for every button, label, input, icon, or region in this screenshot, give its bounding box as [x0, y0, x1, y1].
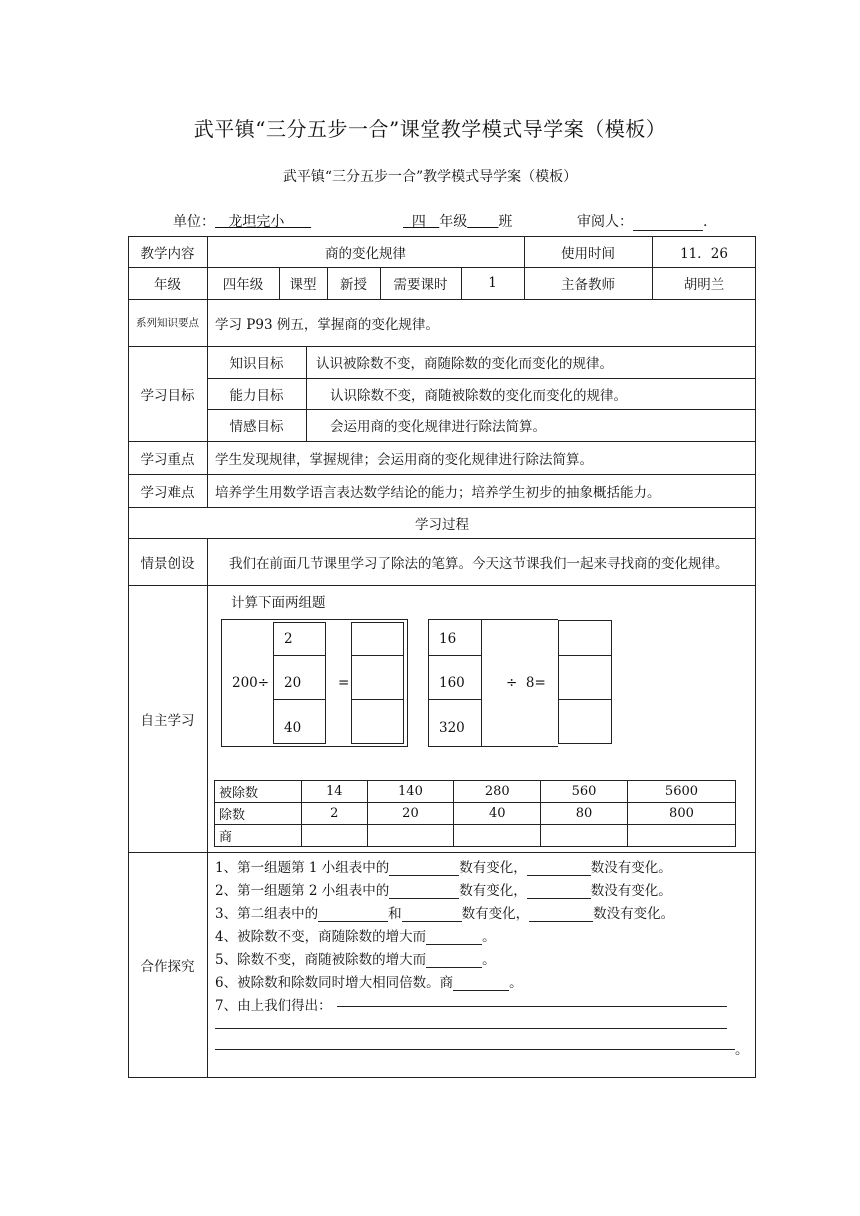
unit-field	[173, 211, 311, 231]
table-cell: 2	[302, 803, 368, 825]
answer-blank[interactable]	[318, 907, 388, 922]
unit-value: 龙坦完小	[228, 214, 285, 230]
scenario-value: 我们在前面几节课里学习了除法的笔算。今天这节课我们一起来寻找商的变化规律。	[229, 555, 729, 572]
class-blank	[467, 214, 498, 230]
group2-dividend: 320	[439, 720, 465, 736]
table-row	[215, 781, 736, 803]
table-cell: 40	[454, 803, 541, 825]
goal-knowledge-text: 认识被除数不变，商随除数的变化而变化的规律。	[316, 356, 613, 372]
focus-value: 学生发现规律，掌握规律；会运用商的变化规律进行除法简算。	[215, 451, 593, 468]
group1-answer-box[interactable]	[351, 622, 404, 656]
table-cell: 14	[302, 781, 368, 803]
table-row	[215, 825, 736, 847]
division-data-table	[214, 780, 736, 847]
group2-dividend: 160	[439, 675, 465, 691]
group1-divisor-box	[273, 622, 326, 656]
unit-label: 单位：	[173, 214, 215, 230]
table-cell: 5600	[627, 781, 735, 803]
reviewer-field	[577, 211, 707, 231]
focus-label: 学习重点	[140, 451, 195, 468]
type-label: 课型	[289, 277, 317, 293]
reviewer-label: 审阅人：	[577, 214, 633, 230]
coop-question-6: 6、被除数和除数同时增大相同倍数。商 。	[215, 975, 523, 991]
answer-blank[interactable]	[402, 907, 462, 922]
answer-blank[interactable]	[453, 976, 509, 991]
conclusion-end: 。	[735, 1042, 749, 1058]
group1-divisor: 40	[284, 720, 302, 736]
group2-answer-box[interactable]	[558, 699, 612, 744]
time-value: 11．26	[680, 245, 728, 262]
group2-operator: ÷ 8=	[506, 675, 546, 691]
self-study-label: 自主学习	[140, 712, 195, 729]
coop-question-3: 3、第二组表中的 和 数有变化， 数没有变化。	[215, 906, 675, 922]
answer-blank[interactable]	[527, 861, 591, 876]
coop-question-5: 5、除数不变，商随被除数的增大而 。	[215, 952, 496, 968]
answer-blank[interactable]	[389, 884, 459, 899]
group1-dividend: 200÷	[232, 675, 270, 691]
quotient-cell[interactable]	[454, 825, 541, 847]
table-cell: 80	[541, 803, 628, 825]
group1-divisor: 20	[284, 675, 302, 691]
goal-ability-label: 能力目标	[229, 387, 284, 404]
knowledge-value: 学习 P93 例五，掌握商的变化规律。	[215, 316, 439, 333]
answer-blank[interactable]	[529, 907, 593, 922]
answer-blank[interactable]	[527, 884, 591, 899]
teacher-value: 胡明兰	[683, 277, 725, 293]
conclusion-line[interactable]	[215, 1049, 735, 1050]
coop-question-1: 1、第一组题第 1 小组表中的 数有变化， 数没有变化。	[215, 860, 672, 876]
coop-question-2: 2、第一组题第 2 小组表中的 数有变化， 数没有变化。	[215, 883, 672, 899]
row-label: 被除数	[215, 781, 302, 803]
quotient-cell[interactable]	[627, 825, 735, 847]
group2-dividend: 16	[439, 631, 457, 647]
row-label: 商	[215, 825, 302, 847]
grade-label: 年级	[439, 214, 468, 230]
goal-ability-text: 认识除数不变，商随被除数的变化而变化的规律。	[330, 387, 627, 404]
class-label: 班	[498, 214, 513, 230]
page-subtitle: 武平镇“三分五步一合”教学模式导学案（模板）	[282, 169, 578, 185]
difficulty-value: 培养学生用数学语言表达数学结论的能力；培养学生初步的抽象概括能力。	[215, 484, 661, 501]
table-row	[215, 803, 736, 825]
reviewer-blank	[633, 216, 703, 231]
teacher-label: 主备教师	[561, 277, 615, 293]
group1-answer-box[interactable]	[351, 699, 404, 744]
grade-row-value: 四年级	[222, 277, 264, 293]
quotient-cell[interactable]	[302, 825, 368, 847]
conclusion-line[interactable]	[215, 1028, 727, 1029]
answer-blank[interactable]	[389, 861, 459, 876]
goal-knowledge-label: 知识目标	[229, 356, 284, 372]
conclusion-line[interactable]	[337, 1006, 727, 1007]
group1-equals: =	[338, 675, 350, 691]
grade-row-label: 年级	[154, 277, 181, 293]
process-header: 学习过程	[415, 516, 469, 533]
table-cell: 280	[454, 781, 541, 803]
difficulty-label: 学习难点	[140, 484, 195, 501]
hours-label: 需要课时	[393, 277, 448, 293]
grade-value: 四	[411, 214, 426, 230]
content-value: 商的变化规律	[325, 245, 406, 262]
goal-emotion-text: 会运用商的变化规律进行除法简算。	[330, 419, 546, 435]
scenario-label: 情景创设	[140, 555, 195, 572]
answer-blank[interactable]	[426, 953, 482, 968]
group1-answer-box[interactable]	[351, 655, 404, 700]
group2-answer-box[interactable]	[558, 620, 612, 656]
self-study-intro: 计算下面两组题	[231, 595, 326, 611]
content-label: 教学内容	[140, 245, 195, 262]
answer-blank[interactable]	[426, 930, 482, 945]
coop-question-4: 4、被除数不变，商随除数的增大而 。	[215, 929, 496, 945]
hours-value: 1	[488, 275, 497, 291]
table-cell: 140	[367, 781, 454, 803]
table-cell: 560	[541, 781, 628, 803]
table-cell: 800	[627, 803, 735, 825]
group2-answer-box[interactable]	[558, 655, 612, 700]
goals-label: 学习目标	[140, 387, 195, 404]
goal-emotion-label: 情感目标	[229, 419, 284, 435]
quotient-cell[interactable]	[367, 825, 454, 847]
quotient-cell[interactable]	[541, 825, 628, 847]
group1-divisor: 2	[284, 631, 293, 647]
type-value: 新授	[340, 277, 367, 293]
coop-label: 合作探究	[140, 959, 195, 975]
time-label: 使用时间	[561, 245, 615, 262]
knowledge-label: 系列知识要点	[136, 316, 199, 329]
row-label: 除数	[215, 803, 302, 825]
page-title: 武平镇“三分五步一合”课堂教学模式导学案（模板）	[193, 117, 667, 141]
grade-class-field	[403, 211, 512, 231]
coop-question-7: 7、由上我们得出：	[215, 998, 332, 1014]
reviewer-end: .	[703, 214, 708, 230]
table-cell: 20	[367, 803, 454, 825]
